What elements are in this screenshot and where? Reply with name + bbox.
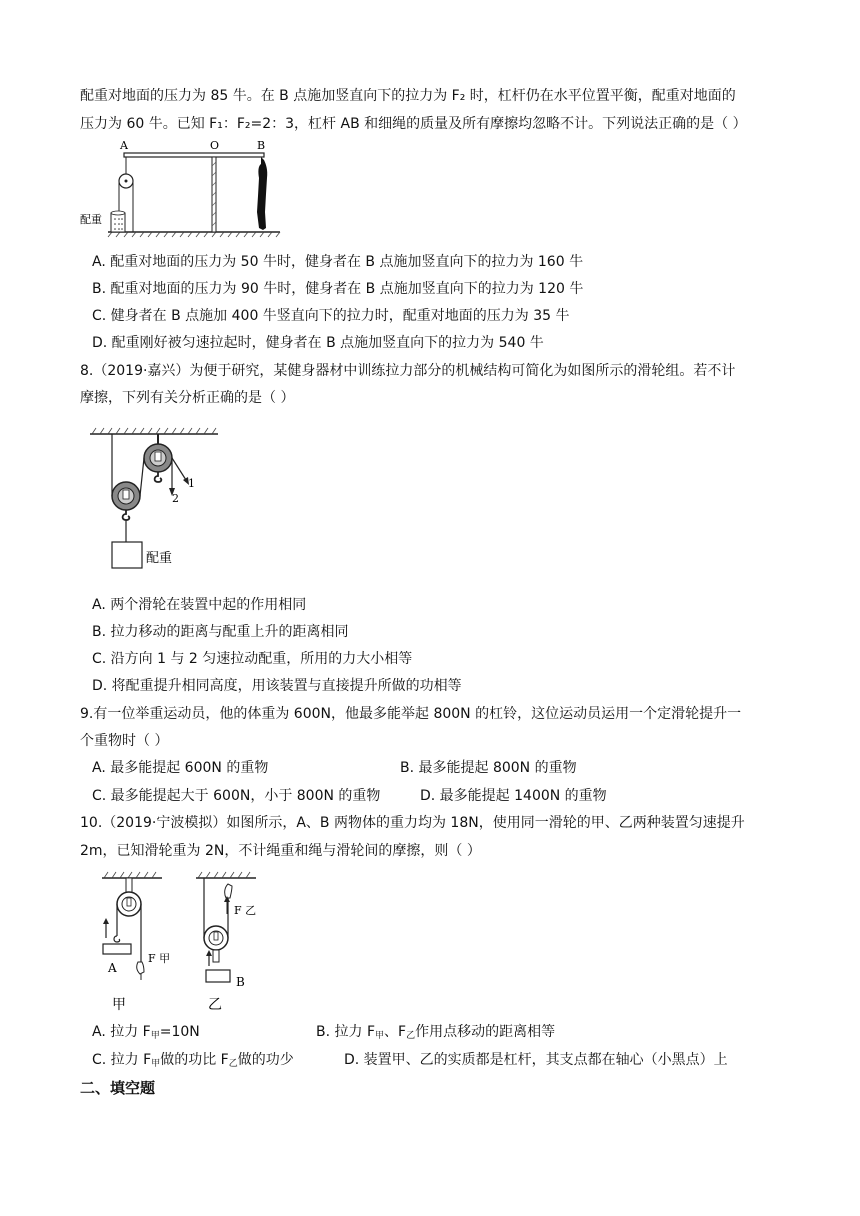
rope-pull-1 — [172, 458, 186, 480]
q9-stem-line1: 9.有一位举重运动员，他的体重为 600N，他最多能举起 800N 的杠铃，这位运动员运用一个定滑轮提升一 — [80, 706, 742, 722]
q9-option-c: C. 最多能提起大于 600N，小于 800N 的重物 — [92, 788, 381, 804]
q8-option-c: C. 沿方向 1 与 2 匀速拉动配重，所用的力大小相等 — [92, 651, 413, 667]
rope-middle — [140, 458, 144, 496]
q8-stem-line1: 8.（2019·嘉兴）为便于研究，某健身器材中训练拉力部分的机械结构可简化为如图所示的滑轮组。若不计 — [80, 363, 736, 379]
q9-stem-line2: 个重物时（ ） — [80, 733, 169, 749]
fulcrum-pole — [212, 157, 216, 232]
label-a: A — [120, 139, 128, 152]
label-b: B — [257, 139, 266, 152]
q10-option-a: A. 拉力 $F_甲=10N$ — [92, 1024, 200, 1041]
label-weight: 配重 — [80, 213, 102, 226]
section-title: 二、填空题 — [80, 1079, 156, 1097]
q10-option-d: D. 装置甲、乙的实质都是杠杆，其支点都在轴心（小黑点）上 — [344, 1052, 728, 1068]
label-b: B — [236, 975, 245, 989]
q9-option-d: D. 最多能提起 1400N 的重物 — [420, 788, 607, 804]
counterweight — [111, 213, 125, 232]
person-silhouette — [257, 157, 267, 230]
q8-stem-line2: 摩擦，下列有关分析正确的是（ ） — [80, 390, 295, 406]
q10-option-b: B. 拉力 $F_甲$、$F_乙$作用点移动的距离相等 — [316, 1024, 556, 1041]
q8-option-b: B. 拉力移动的距离与配重上升的距离相同 — [92, 624, 349, 640]
label-direction-2: 2 — [172, 492, 179, 505]
q8-pulley-figure — [86, 424, 226, 574]
label-a: A — [108, 961, 117, 975]
q10-stem-line2: 2m，已知滑轮重为 2N，不计绳重和绳与滑轮间的摩擦，则（ ） — [80, 843, 481, 859]
q7-lever-figure — [80, 136, 290, 238]
label-f-jia: F 甲 — [148, 952, 171, 965]
counterweight-box — [112, 542, 142, 568]
q7-stem-line1: 配重对地面的压力为 85 牛。在 B 点施加竖直向下的拉力为 F₂ 时，杠杆仍在水平位置平衡，配重对地面的 — [80, 88, 736, 104]
q7-stem-line2: 压力为 60 牛。已知 F₁：F₂=2：3，杠杆 AB 和细绳的质量及所有摩擦均忽略不计。下列说法正确的是（ ） — [80, 116, 747, 132]
q10-stem-line1: 10.（2019·宁波模拟）如图所示，A、B 两物体的重力均为 18N，使用同一滑轮的甲、乙两种装置匀速提升 — [80, 815, 745, 831]
q8-option-d: D. 将配重提升相同高度，用该装置与直接提升所做的功相等 — [92, 678, 462, 694]
q9-option-b: B. 最多能提起 800N 的重物 — [400, 760, 577, 776]
q7-option-d: D. 配重刚好被匀速拉起时，健身者在 B 点施加竖直向下的拉力为 540 牛 — [92, 335, 544, 351]
label-jia: 甲 — [112, 997, 126, 1013]
q10-option-c: C. 拉力 $F_甲$做的功比 $F_乙$做的功少 — [92, 1052, 294, 1069]
lever-bar — [124, 153, 264, 157]
q9-option-a: A. 最多能提起 600N 的重物 — [92, 760, 269, 776]
label-o: O — [210, 139, 220, 152]
label-weight: 配重 — [146, 551, 173, 566]
q10-pulley-figure — [96, 866, 276, 1016]
object-b — [206, 970, 230, 982]
label-f-yi: F 乙 — [234, 904, 257, 917]
q7-option-a: A. 配重对地面的压力为 50 牛时，健身者在 B 点施加竖直向下的拉力为 160 牛 — [92, 254, 584, 270]
q7-option-b: B. 配重对地面的压力为 90 牛时，健身者在 B 点施加竖直向下的拉力为 120 牛 — [92, 281, 584, 297]
q8-option-a: A. 两个滑轮在装置中起的作用相同 — [92, 597, 307, 613]
label-yi: 乙 — [208, 997, 222, 1013]
object-a — [103, 944, 131, 954]
label-direction-1: 1 — [188, 477, 195, 490]
q7-option-c: C. 健身者在 B 点施加 400 牛竖直向下的拉力时，配重对地面的压力为 35 牛 — [92, 308, 570, 324]
